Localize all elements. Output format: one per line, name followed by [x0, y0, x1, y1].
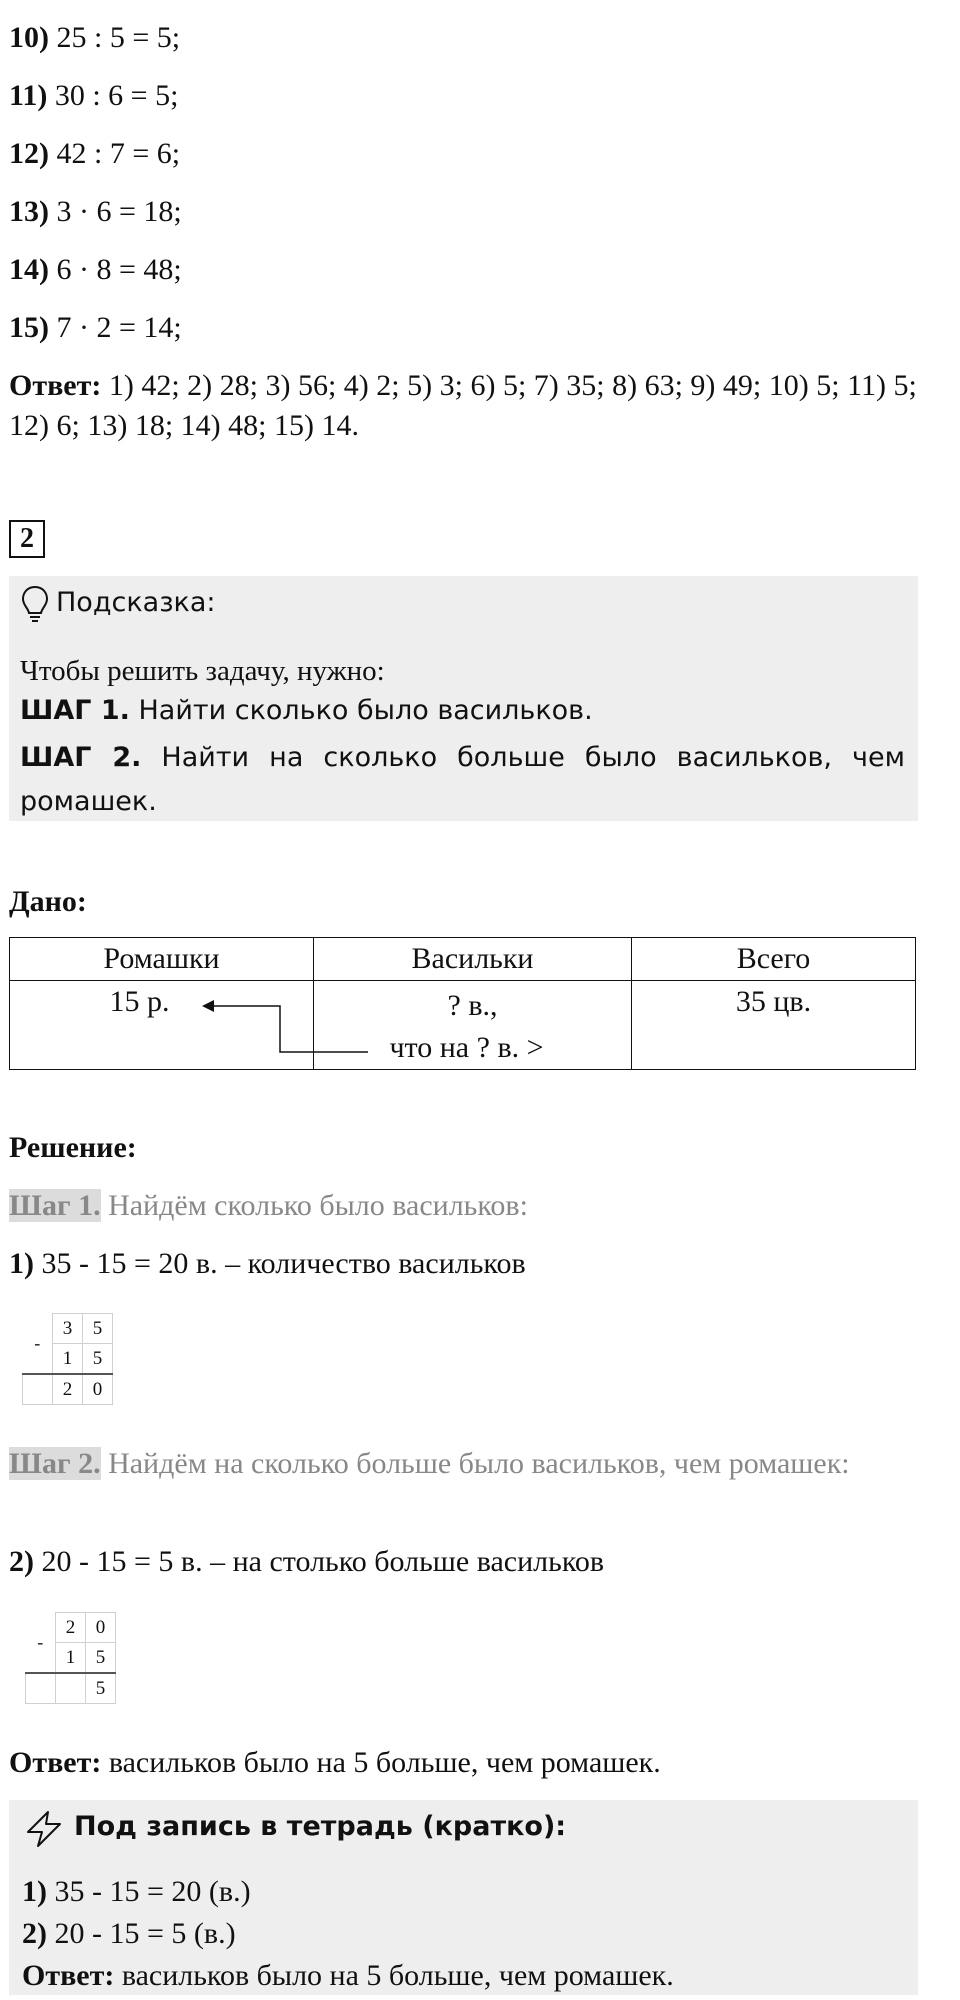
- answer-text: васильков было на 5 больше, чем ромашек.: [101, 1746, 661, 1779]
- digit: 2: [53, 1374, 83, 1405]
- hint-step-2-label: ШАГ 2.: [20, 742, 142, 773]
- task-number-box: 2: [9, 520, 45, 558]
- empty-cell: [26, 1673, 56, 1704]
- short-line-1: [22, 1872, 251, 1912]
- column-subtraction-2: [25, 1612, 116, 1704]
- answer-2: [9, 1745, 661, 1781]
- answer-label: Ответ:: [9, 369, 102, 402]
- short-record-title: Под запись в тетрадь (кратко):: [74, 1811, 567, 1842]
- solution-equation-1: [9, 1246, 526, 1282]
- step-2-text: Найдём на сколько больше было васильков, чем ромашек:: [100, 1447, 850, 1480]
- equation-number: 11): [9, 79, 48, 112]
- equation-number: 2): [22, 1917, 47, 1950]
- given-label: Дано:: [9, 885, 87, 918]
- equation-number: 1): [9, 1247, 34, 1280]
- solution-step-1: [9, 1186, 954, 1226]
- digit: 5: [86, 1673, 116, 1704]
- header-daisies: Ромашки: [10, 938, 314, 981]
- answer-text: 1) 42; 2) 28; 3) 56; 4) 2; 5) 3; 6) 5; 7) 35; 8) 63; 9) 49; 10) 5; 11) 5; 12) 6; 13) 18; 14) 48; 15) 14.: [9, 369, 917, 442]
- hint-title: Подсказка:: [56, 587, 216, 618]
- solution-label: Решение:: [9, 1131, 137, 1164]
- digit: 3: [53, 1314, 83, 1344]
- lightning-icon: [24, 1810, 64, 1848]
- header-cornflowers: Васильки: [314, 938, 632, 981]
- digit: 5: [86, 1643, 116, 1674]
- cornflowers-comparison: что на ? в. >: [389, 1031, 544, 1064]
- minus-sign: -: [34, 1332, 41, 1353]
- digit: 5: [83, 1314, 113, 1344]
- step-1-text: Найдём сколько было васильков:: [100, 1189, 528, 1222]
- answer-label: Ответ:: [22, 1959, 115, 1992]
- column-subtraction-1: [22, 1313, 113, 1405]
- answer-label: Ответ:: [9, 1746, 102, 1779]
- solution-equation-2: [9, 1544, 604, 1580]
- digit: 1: [53, 1344, 83, 1375]
- hint-step-2-text: Найти на сколько больше было васильков, чем ромашек.: [20, 742, 905, 817]
- equation-number: 2): [9, 1545, 34, 1578]
- digit: 0: [83, 1374, 113, 1405]
- equation-number: 14): [9, 253, 49, 286]
- equation-expr: 3 · 6 = 18;: [56, 195, 182, 228]
- equation-expr: 25 : 5 = 5;: [56, 21, 181, 54]
- digit: 2: [56, 1613, 86, 1643]
- equation-expr: 6 · 8 = 48;: [56, 253, 182, 286]
- equation-number: 15): [9, 311, 49, 344]
- equation-number: 1): [22, 1875, 47, 1908]
- equation-expr: 7 · 2 = 14;: [56, 311, 182, 344]
- equation-number: 12): [9, 137, 49, 170]
- daisies-value: 15 р.: [109, 985, 170, 1018]
- minus-sign: -: [37, 1631, 44, 1652]
- equation-text: 20 - 15 = 5 (в.): [47, 1917, 236, 1950]
- cell-total: 35 цв.: [632, 981, 916, 1070]
- step-1-label: Шаг 1.: [9, 1189, 101, 1222]
- digit: [56, 1673, 86, 1704]
- equation-expr: 30 : 6 = 5;: [54, 79, 179, 112]
- hint-intro: Чтобы решить задачу, нужно:: [20, 655, 385, 687]
- cornflowers-question: ? в.,: [447, 989, 498, 1022]
- digit: 1: [56, 1643, 86, 1674]
- step-2-label: Шаг 2.: [9, 1447, 101, 1480]
- equation-text: 35 - 15 = 20 в. – количество васильков: [34, 1247, 526, 1280]
- answer-text: васильков было на 5 больше, чем ромашек.: [114, 1959, 674, 1992]
- equation-number: 10): [9, 21, 49, 54]
- equation-text: 35 - 15 = 20 (в.): [47, 1875, 251, 1908]
- digit: 5: [83, 1344, 113, 1375]
- short-line-2: [22, 1914, 236, 1954]
- equation-expr: 42 : 7 = 6;: [56, 137, 181, 170]
- header-total: Всего: [632, 938, 916, 981]
- equation-number: 13): [9, 195, 49, 228]
- short-answer: [22, 1956, 674, 1996]
- hint-step-1-text: Найти сколько было васильков.: [129, 695, 593, 726]
- digit: 0: [86, 1613, 116, 1643]
- equation-text: 20 - 15 = 5 в. – на столько больше васильков: [34, 1545, 605, 1578]
- hint-step-1-label: ШАГ 1.: [20, 695, 130, 726]
- empty-cell: [23, 1374, 53, 1405]
- solution-step-2: [9, 1443, 954, 1485]
